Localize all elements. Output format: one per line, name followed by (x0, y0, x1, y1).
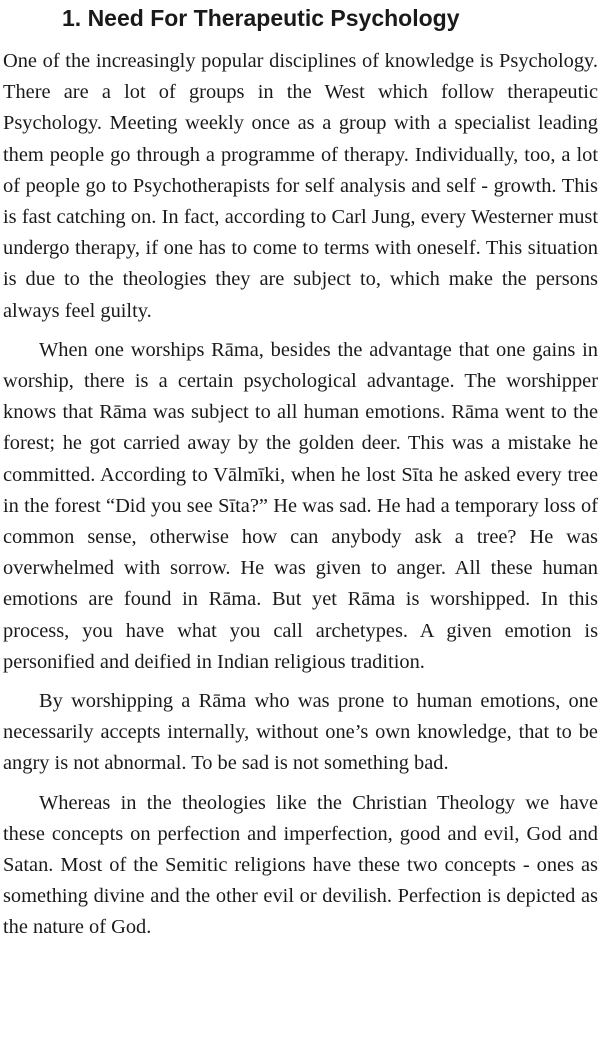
paragraph-4: Whereas in the theologies like the Christian Theology we have these concepts on perfection and imperfection, good and evil, God and Satan. Most of the Semitic religions have these two concepts - ones as something divine and the other evil or devilish. Perfection is depicted as the nature of God. (3, 791, 598, 939)
chapter-title: 1. Need For Therapeutic Psychology (62, 5, 460, 31)
paragraph-1: One of the increasingly popular disciplines of knowledge is Psychology. There are a lot of groups in the West which follow therapeutic Psychology. Meeting weekly once as a group with a specialist leading them people go through a programme of therapy. Individually, too, a lot of people go to Psychotherapists for self analysis and self - growth. This is fast catching on. In fact, according to Carl Jung, every Westerner must undergo therapy, if one has to come to terms with oneself. This situation is due to the theologies they are subject to, which make the persons always feel guilty. (3, 50, 598, 322)
paragraph-3: By worshipping a Rāma who was prone to human emotions, one necessarily accepts internally, without one’s own knowledge, that to be angry is not abnormal. To be sad is not something bad. (3, 690, 598, 775)
paragraph-2: When one worships Rāma, besides the advantage that one gains in worship, there is a certain psychological advantage. The worshipper knows that Rāma was subject to all human emotions. Rāma went to the forest; he got carried away by the golden deer. This was a mistake he committed. According to Vālmīki, when he lost Sīta he asked every tree in the forest “Did you see Sīta?” He was sad. He had a temporary loss of common sense, otherwise how can anybody ask a tree? He was overwhelmed with sorrow. He was given to anger. All these human emotions are found in Rāma. But yet Rāma is worshipped. In this process, you have what you call archetypes. A given emotion is personified and deified in Indian religious tradition. (3, 338, 598, 673)
